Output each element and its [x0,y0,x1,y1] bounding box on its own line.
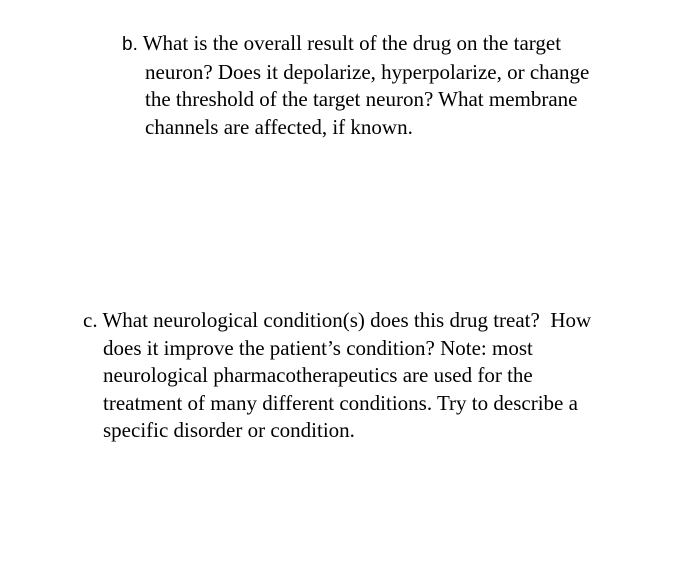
question-c-letter: c. [83,308,98,332]
question-b-line-2: neuron? Does it depolarize, hyperpolarize, or change [145,59,590,84]
question-c-line-4: treatment of many different conditions. Try to describe a [103,390,578,415]
question-c-line-2: does it improve the patient’s condition? Note: most [103,335,533,360]
question-b-line-3: the threshold of the target neuron? What membrane [145,87,578,111]
question-c-line-5: specific disorder or condition. [103,418,355,442]
question-b-letter: b. [122,34,138,55]
question-c-line-3: neurological pharmacotherapeutics are used for the [103,363,533,387]
question-b [122,30,589,141]
question-b-line-1 [122,30,589,59]
question-b-line-4: channels are affected, if known. [145,114,413,139]
question-c-line-1 [83,307,591,335]
question-c [83,307,591,445]
question-c-text-1: What neurological condition(s) does this drug treat? How [97,308,592,332]
question-b-text-1: What is the overall result of the drug on the target [137,31,562,55]
